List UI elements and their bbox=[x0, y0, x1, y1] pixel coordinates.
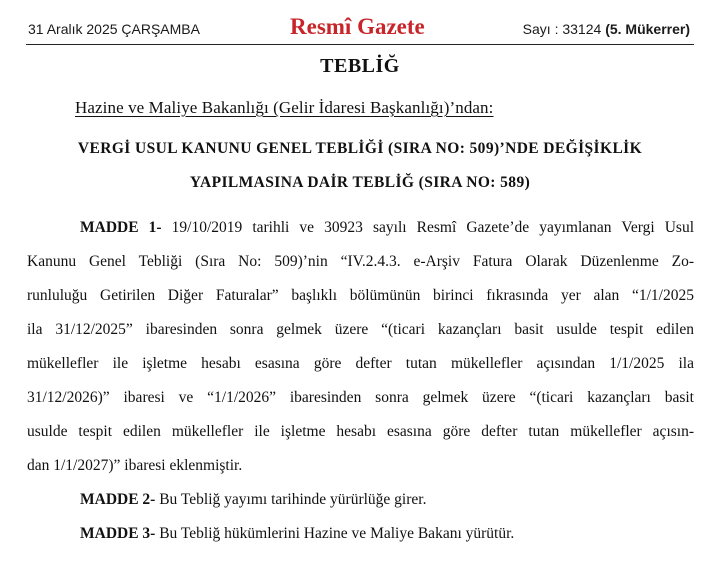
gazette-header bbox=[28, 14, 692, 44]
article1-line: mükellefler ile işletme hesabı esasına göre defter tutan mükellefler açısından 1/1/2025 ila bbox=[27, 355, 694, 372]
article1-line: 31/12/2026)” ibaresi ve “1/1/2026” ibaresinden sonra gelmek üzere “(ticari kazançları basit bbox=[27, 389, 694, 406]
article1-line: ila 31/12/2025” ibaresinden sonra gelmek üzere “(ticari kazançları basit usulde tespit edilen bbox=[27, 321, 694, 338]
article1-text: 19/10/2019 tarihli ve 30923 sayılı Resmî Gazete’de yayımlanan Vergi Usul bbox=[171, 219, 694, 236]
issue-date: 31 Aralık 2025 ÇARŞAMBA bbox=[28, 21, 200, 37]
article1-line: dan 1/1/2027)” ibaresi eklenmiştir. bbox=[27, 457, 243, 474]
gazette-title: Resmî Gazete bbox=[290, 14, 425, 39]
article2-text: Bu Tebliğ yayımı tarihinde yürürlüğe girer. bbox=[159, 491, 427, 508]
article1-label: MADDE 1- bbox=[80, 219, 162, 236]
article1-line: runluluğu Getirilen Diğer Faturalar” başlıklı bölümünün birinci fıkrasında yer alan “1/1/2025 bbox=[27, 287, 694, 304]
article2-label: MADDE 2- bbox=[80, 491, 156, 508]
communique-heading-line1: VERGİ USUL KANUNU GENEL TEBLİĞİ (SIRA NO: 509)’NDE DEĞİŞİKLİK bbox=[77, 140, 643, 157]
article3 bbox=[80, 525, 694, 543]
issue-number bbox=[523, 21, 690, 37]
article1-line: usulde tespit edilen mükellefler ile işletme hesabı esasına göre defter tutan mükellefler açısın- bbox=[27, 423, 694, 440]
issue-supplement: (5. Mükerrer) bbox=[605, 21, 690, 37]
article1-line bbox=[80, 219, 694, 237]
section-title: TEBLİĞ bbox=[320, 55, 400, 77]
issue-number-text: Sayı : 33124 bbox=[522, 21, 602, 37]
issuing-ministry: Hazine ve Maliye Bakanlığı (Gelir İdaresi Başkanlığı)’ndan: bbox=[75, 98, 494, 117]
article2 bbox=[80, 491, 694, 509]
article3-text: Bu Tebliğ hükümlerini Hazine ve Maliye Bakanı yürütür. bbox=[159, 525, 515, 542]
header-divider bbox=[26, 44, 694, 45]
communique-heading-line2: YAPILMASINA DAİR TEBLİĞ (SIRA NO: 589) bbox=[189, 174, 531, 191]
article1-line: Kanunu Genel Tebliği (Sıra No: 509)’nin “IV.2.4.3. e-Arşiv Fatura Olarak Düzenlenme Zo- bbox=[27, 253, 694, 270]
article3-label: MADDE 3- bbox=[80, 525, 156, 542]
